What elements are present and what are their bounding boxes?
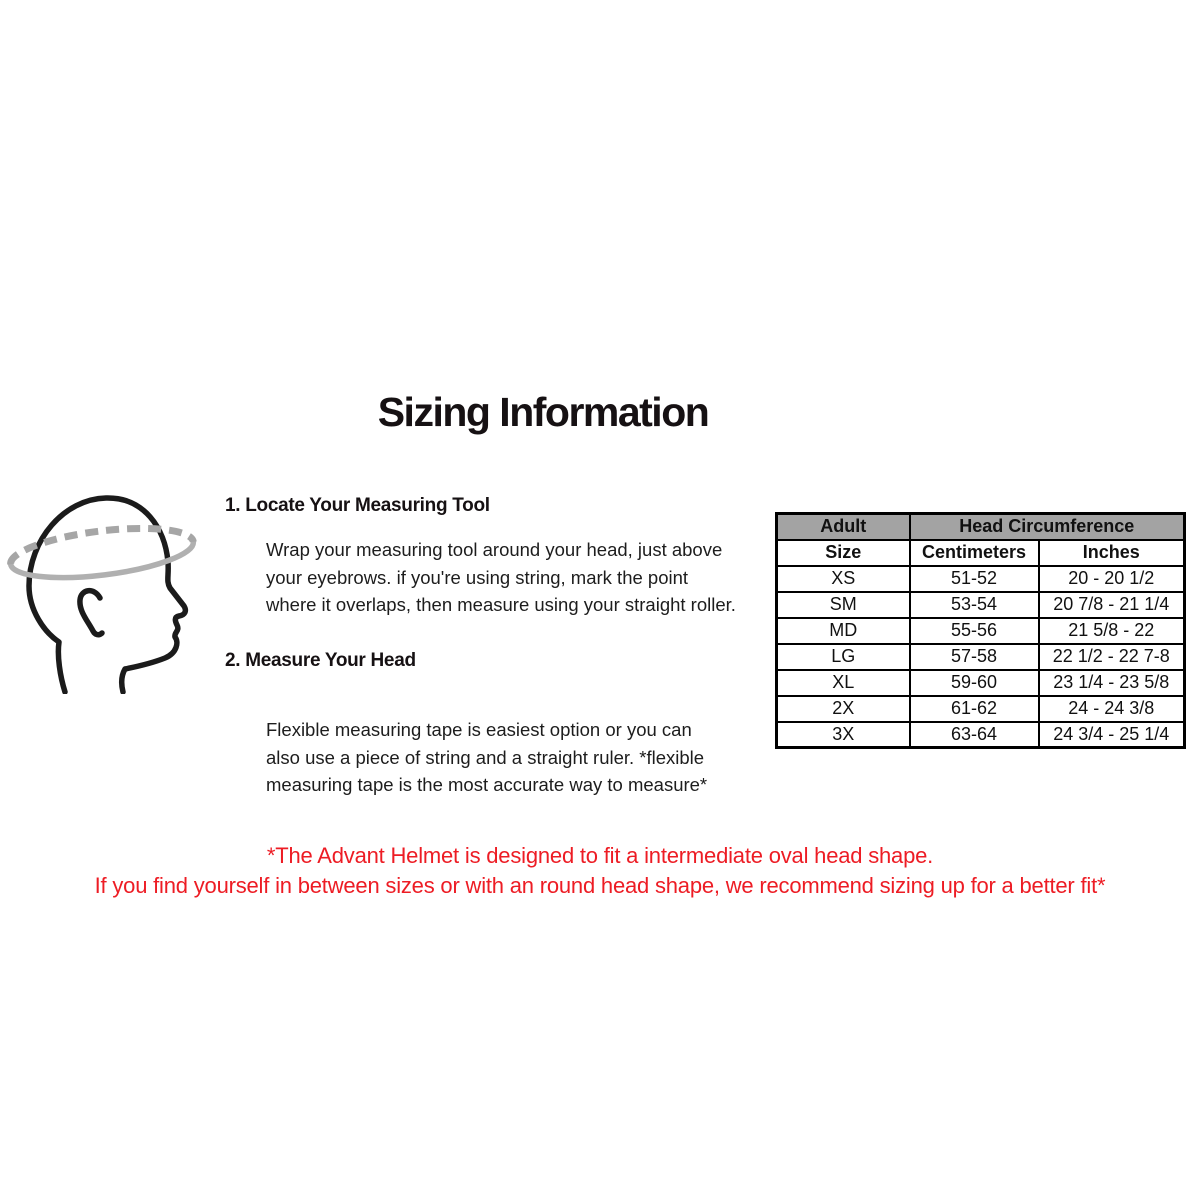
column-header-inches: Inches xyxy=(1039,540,1185,566)
table-row xyxy=(777,618,1185,644)
page-title: Sizing Information xyxy=(377,389,709,435)
cell-size: 3X xyxy=(777,722,910,748)
table-row xyxy=(777,696,1185,722)
table-column-header-row xyxy=(777,540,1185,566)
cell-inches: 24 - 24 3/8 xyxy=(1039,696,1185,722)
column-header-centimeters: Centimeters xyxy=(910,540,1039,566)
cell-inches: 20 - 20 1/2 xyxy=(1039,566,1185,592)
step-1-body xyxy=(266,536,736,619)
step-1-line-2: your eyebrows. if you're using string, mark the point xyxy=(266,566,689,588)
cell-inches: 21 5/8 - 22 xyxy=(1039,618,1185,644)
step-2-line-2: also use a piece of string and a straight ruler. *flexible xyxy=(266,746,705,768)
cell-size: SM xyxy=(777,592,910,618)
step-2-body xyxy=(266,716,707,799)
header-adult: Adult xyxy=(777,514,910,540)
cell-centimeters: 53-54 xyxy=(910,592,1039,618)
footnote-line-2: If you find yourself in between sizes or with an round head shape, we recommend sizing up for a better fit* xyxy=(94,872,1106,898)
table-row xyxy=(777,592,1185,618)
cell-size: MD xyxy=(777,618,910,644)
cell-size: XS xyxy=(777,566,910,592)
cell-centimeters: 55-56 xyxy=(910,618,1039,644)
table-group-header-row xyxy=(777,514,1185,540)
cell-centimeters: 61-62 xyxy=(910,696,1039,722)
footnote-line-1: *The Advant Helmet is designed to fit a intermediate oval head shape. xyxy=(266,843,934,868)
step-2-line-3: measuring tape is the most accurate way to measure* xyxy=(266,774,708,795)
cell-centimeters: 51-52 xyxy=(910,566,1039,592)
cell-centimeters: 63-64 xyxy=(910,722,1039,748)
table-row xyxy=(777,670,1185,696)
table-row xyxy=(777,722,1185,748)
cell-centimeters: 57-58 xyxy=(910,644,1039,670)
cell-inches: 23 1/4 - 23 5/8 xyxy=(1039,670,1185,696)
cell-size: LG xyxy=(777,644,910,670)
table-row xyxy=(777,566,1185,592)
ear-icon xyxy=(80,591,102,635)
step-1-heading: 1. Locate Your Measuring Tool xyxy=(225,495,490,516)
cell-size: XL xyxy=(777,670,910,696)
size-table xyxy=(775,512,1186,749)
step-2-heading: 2. Measure Your Head xyxy=(225,650,416,671)
head-profile-illustration xyxy=(2,484,206,694)
cell-inches: 20 7/8 - 21 1/4 xyxy=(1039,592,1185,618)
step-2-line-1: Flexible measuring tape is easiest option or you can xyxy=(266,719,692,740)
column-header-size: Size xyxy=(777,540,910,566)
cell-inches: 24 3/4 - 25 1/4 xyxy=(1039,722,1185,748)
footnote xyxy=(0,841,1200,900)
cell-size: 2X xyxy=(777,696,910,722)
header-head-circumference: Head Circumference xyxy=(910,514,1185,540)
step-1-line-3: where it overlaps, then measure using your straight roller. xyxy=(266,594,736,615)
cell-inches: 22 1/2 - 22 7-8 xyxy=(1039,644,1185,670)
table-row xyxy=(777,644,1185,670)
step-1-line-1: Wrap your measuring tool around your head, just above xyxy=(266,539,723,560)
cell-centimeters: 59-60 xyxy=(910,670,1039,696)
